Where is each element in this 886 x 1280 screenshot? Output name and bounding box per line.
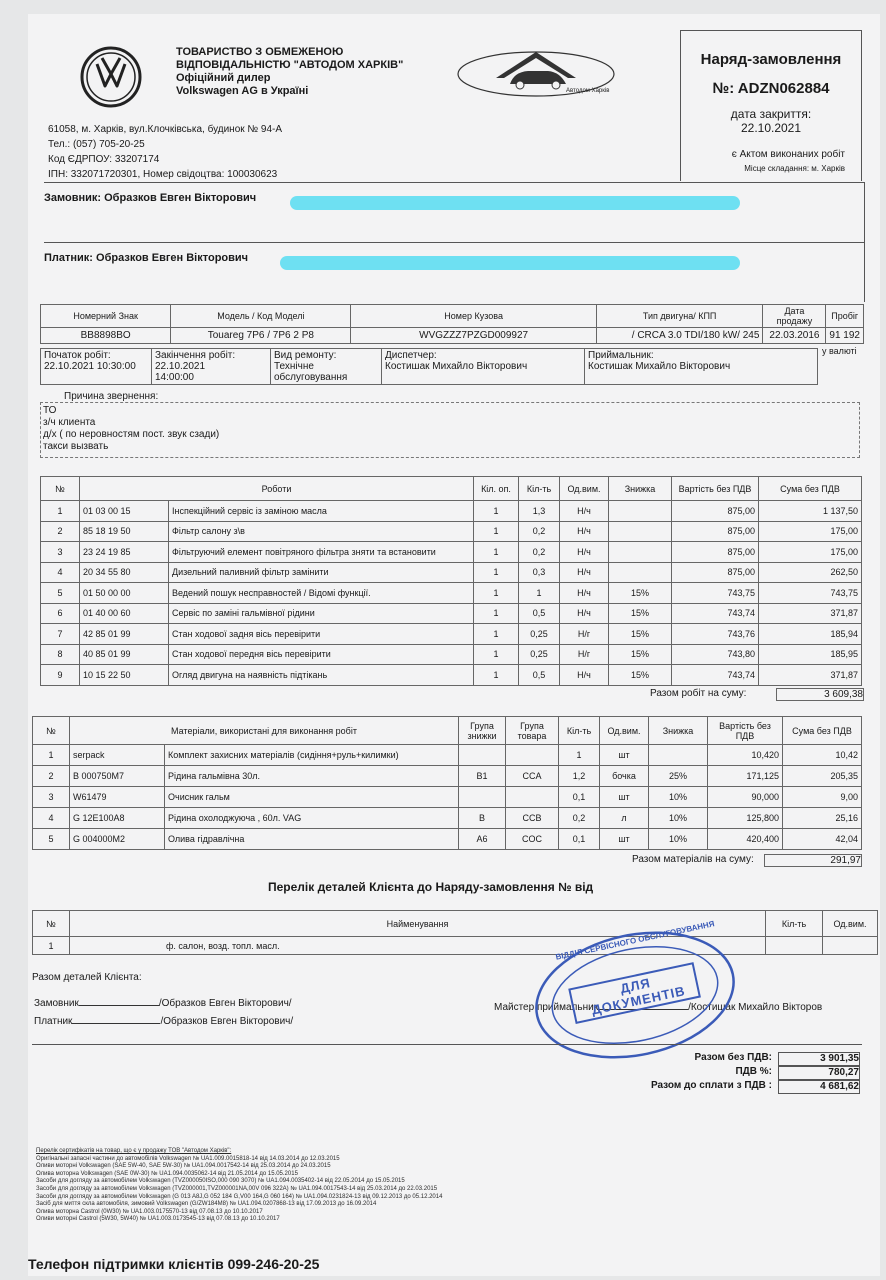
certificates-list: Перелік сертифікатів на товар, що є у продажу ТОВ "Автодом Харків": Оригінальні запасні частини до автомобілів Volkswagen № UA1.009.0015818-14 від 14.03.2014 до 12.03.2015 Оливи моторні Volkswagen (SAE 5W-40, SAE 5W-30) № UA1.094.0017542-14 від 25.03.2014 до 24.03.2015 Олива моторна Volkswagen (SAE 0W-30) № UA1.094.0035062-14 від 21.05.2014 до 15.05.2015 Засоби для догляду за автомобілем Volkswagen (TVZ000050ISO,000 090 3070) № UA1.094.0035402-14 від 22.05.2014 до 15.05.2015 Засоби для догляду за автомобілем Volkswagen (TVZ000001,TVZ000001NA,00V 096 322A) № UA1.094.0017543-14 від 25.03.2014 до 22.03.2015 Засоби для догляду за автомобілем Volkswagen (G 013 A8J,G 052 184 G,V00 164,G 060 164) № UA1.094.0231824-13 від 09.12.2013 до 05.12.2014 Засіб для миття скла автомобіля, зимовий Volkswagen (G/ZW184M8) № UA1.094.0207868-13 від 17.09.2013 до 16.09.2014 Олива моторна Castrol (0W30) № UA1.003.0175570-13 від 07.08.13 до 10.10.2017 Оливи моторні Castrol (5W30, 5W40) № UA1.003.0173545-13 від 07.08.13 до 10.10.2017	[36, 1148, 443, 1223]
work-disc: 15%	[609, 665, 672, 686]
mileage: 91 192	[826, 328, 864, 344]
company-ipn: ІПН: 332071720301, Номер свідоцтва: 100030623	[48, 169, 278, 180]
order-act: є Актом виконаних робіт	[731, 149, 845, 160]
material-price: 171,125	[708, 766, 783, 787]
work-ops: 1	[474, 603, 519, 624]
material-code: W61479	[70, 787, 165, 808]
work-sum: 175,00	[759, 521, 862, 542]
vehicle-table	[40, 304, 864, 344]
work-n: 6	[41, 603, 80, 624]
material-gt	[506, 745, 559, 766]
work-price: 875,00	[672, 521, 759, 542]
master-signature: Майстер приймальник /Костишак Михайло Вікторов	[494, 1002, 823, 1013]
work-qty: 0,25	[519, 644, 560, 665]
material-unit: шт	[600, 745, 649, 766]
materials-total-label: Разом матеріалів на суму:	[632, 854, 754, 865]
works-table: № Роботи Кіл. оп. Кіл-ть Од.вим. Знижка Вартість без ПДВ Сума без ПДВ 1 01 03 00 15 Інспекційний сервіс із заміною масла 1 1,3 Н/ч 875,00 1 137,50 2 85 18 19 50 Фільтр салону з\в 1 0,2 Н/ч 875,00 175,00 3 23 24 19 85 Фільтруючий елемент повітряного фільтра зняти та встановити 1 0,2 Н/ч 875,00 175,00 4 20 34 55 80 Дизельний паливний фільтр замінити 1 0,3 Н/ч 875,00 262,50 5 01 50 00 00 Ведений пошук несправностей / Відомі функції. 1 1 Н/ч 15% 743,75 743,75 6 01 40 00 60 Сервіс по заміні гальмівної рідини 1 0,5 Н/ч 15% 743,74 371,87 7 42 85 01 99 Стан ходової задня вісь перевірити 1 0,25 Н/г 15% 743,76 185,94 8 40 85 01 99 Стан ходової передня вісь перевірити 1 0,25 Н/г 15% 743,80 185,95 9 10 15 22 50 Огляд двигуна на наявність підтікань 1 0,5 Н/ч 15% 743,74 371,87	[40, 476, 862, 686]
plate-number: BB8898BO	[41, 328, 171, 344]
work-n: 8	[41, 644, 80, 665]
close-date-label: дата закриття:	[730, 107, 812, 121]
customer-row: Замовник: Образков Евген Вікторович	[44, 192, 257, 204]
reason-label: Причина звернення:	[64, 391, 159, 402]
work-code: 20 34 55 80	[80, 562, 169, 583]
material-n: 1	[33, 745, 70, 766]
material-disc: 10%	[649, 808, 708, 829]
work-ops: 1	[474, 542, 519, 563]
material-price: 125,800	[708, 808, 783, 829]
work-code: 40 85 01 99	[80, 644, 169, 665]
material-disc: 10%	[649, 787, 708, 808]
material-name: Олива гідравлічна	[165, 829, 459, 850]
order-box	[680, 30, 862, 181]
work-disc: 15%	[609, 603, 672, 624]
work-unit: Н/г	[560, 624, 609, 645]
work-disc	[609, 562, 672, 583]
work-ops: 1	[474, 624, 519, 645]
dealer-logo	[456, 44, 616, 100]
work-qty: 1,3	[519, 501, 560, 522]
work-n: 9	[41, 665, 80, 686]
table-row	[33, 787, 862, 808]
work-disc: 15%	[609, 583, 672, 604]
material-name: Комплект захисних матеріалів (сидіння+руль+килимки)	[165, 745, 459, 766]
table-row	[41, 562, 862, 583]
material-code: G 004000M2	[70, 829, 165, 850]
work-name: Інспекційний сервіс із заміною масла	[169, 501, 474, 522]
table-row	[41, 624, 862, 645]
work-code: 10 15 22 50	[80, 665, 169, 686]
work-name: Сервіс по заміні гальмівної рідини	[169, 603, 474, 624]
material-qty: 1	[559, 745, 600, 766]
with-vat-value: 4 681,62	[778, 1080, 860, 1094]
material-disc	[649, 745, 708, 766]
close-date: 22.10.2021	[740, 121, 802, 135]
table-row	[41, 542, 862, 563]
material-sum: 9,00	[783, 787, 862, 808]
totals-block	[596, 1052, 860, 1094]
company-phone: Тел.: (057) 705-20-25	[48, 139, 145, 150]
material-n: 2	[33, 766, 70, 787]
table-row	[41, 603, 862, 624]
work-qty: 0,5	[519, 603, 560, 624]
work-n: 7	[41, 624, 80, 645]
work-n: 1	[41, 501, 80, 522]
material-price: 10,420	[708, 745, 783, 766]
work-name: Дизельний паливний фільтр замінити	[169, 562, 474, 583]
payer-row: Платник: Образков Евген Вікторович	[44, 252, 249, 264]
work-price: 743,76	[672, 624, 759, 645]
table-row	[41, 665, 862, 686]
work-unit: Н/ч	[560, 665, 609, 686]
work-price: 875,00	[672, 501, 759, 522]
material-qty: 0,2	[559, 808, 600, 829]
dispatcher-cell: Диспетчер: Костишак Михайло Вікторович	[382, 349, 585, 385]
redaction-mark	[290, 196, 740, 210]
work-qty: 0,2	[519, 521, 560, 542]
mileage-unit: у валюті	[822, 346, 857, 356]
reason-box: ТО з/ч клиента д/х ( по неровностям пост. звук сзади) такси вызвать	[40, 402, 860, 458]
work-sum: 185,94	[759, 624, 862, 645]
end-cell: Закінчення робіт: 22.10.2021 14:00:00	[152, 349, 271, 385]
work-ops: 1	[474, 562, 519, 583]
material-sum: 42,04	[783, 829, 862, 850]
company-contacts	[48, 122, 282, 182]
work-n: 4	[41, 562, 80, 583]
customer-name: Образков Евген Вікторович	[104, 192, 257, 204]
work-disc: 15%	[609, 624, 672, 645]
material-sum: 25,16	[783, 808, 862, 829]
material-sum: 205,35	[783, 766, 862, 787]
work-code: 23 24 19 85	[80, 542, 169, 563]
company-edrpou: Код ЄДРПОУ: 33207174	[48, 154, 160, 165]
table-row	[33, 745, 862, 766]
work-qty: 0,3	[519, 562, 560, 583]
work-ops: 1	[474, 521, 519, 542]
receiver-cell: Приймальник: Костишак Михайло Вікторович	[585, 349, 818, 385]
material-price: 90,000	[708, 787, 783, 808]
dealer-logo-text: Автодом Харків	[566, 88, 610, 94]
material-name: Рідина гальмівна 30л.	[165, 766, 459, 787]
table-row	[41, 501, 862, 522]
work-price: 743,74	[672, 665, 759, 686]
work-n: 5	[41, 583, 80, 604]
work-name: Стан ходової задня вісь перевірити	[169, 624, 474, 645]
material-gt: COC	[506, 829, 559, 850]
work-qty: 0,25	[519, 624, 560, 645]
work-unit: Н/ч	[560, 583, 609, 604]
work-sum: 262,50	[759, 562, 862, 583]
material-code: G 12E100A8	[70, 808, 165, 829]
material-gt	[506, 787, 559, 808]
work-ops: 1	[474, 665, 519, 686]
material-name: Рідина охолоджуюча , 60л. VAG	[165, 808, 459, 829]
work-price: 875,00	[672, 562, 759, 583]
works-total-label: Разом робіт на суму:	[650, 688, 747, 699]
material-qty: 0,1	[559, 829, 600, 850]
work-name: Фільтруючий елемент повітряного фільтра зняти та встановити	[169, 542, 474, 563]
work-unit: Н/ч	[560, 521, 609, 542]
table-row	[33, 766, 862, 787]
engine: / CRCA 3.0 TDI/180 kW/ 245	[596, 328, 763, 344]
material-qty: 0,1	[559, 787, 600, 808]
redaction-mark	[280, 256, 740, 270]
material-name: Очисник гальм	[165, 787, 459, 808]
work-code: 42 85 01 99	[80, 624, 169, 645]
materials-total-value: 291,97	[764, 854, 862, 867]
vehicle-header: Номер Кузова	[351, 305, 596, 328]
material-code: serpack	[70, 745, 165, 766]
vat-label: ПДВ %:	[735, 1066, 772, 1077]
work-unit: Н/ч	[560, 562, 609, 583]
table-row: 1 ф. салон, возд. топл. масл.	[33, 937, 878, 955]
material-price: 420,400	[708, 829, 783, 850]
work-sum: 175,00	[759, 542, 862, 563]
material-disc: 10%	[649, 829, 708, 850]
materials-table: № Матеріали, використані для виконання робіт Група знижки Група товара Кіл-ть Од.вим. Знижка Вартість без ПДВ Сума без ПДВ 1 serpack Комплект захисних матеріалів (сидіння+руль+килимки) 1 шт 10,420 10,42 2 B 000750M7 Рідина гальмівна 30л. B1 CCA 1,2 бочка 25% 171,125 205,35 3 W61479 Очисник гальм 0,1 шт 10% 90,000 9,00 4 G 12E100A8 Рідина охолоджуюча , 60л. VAG B CCB 0,2 л 10% 125,800 25,16 5 G 004000M2 Олива гідравлічна A6 COC 0,1 шт 10% 420,400 42,04	[32, 716, 862, 850]
work-ops: 1	[474, 501, 519, 522]
work-price: 743,74	[672, 603, 759, 624]
table-row	[41, 583, 862, 604]
vin: WVGZZZ7PZGD009927	[351, 328, 596, 344]
table-row	[33, 829, 862, 850]
work-name: Огляд двигуна на наявність підтікань	[169, 665, 474, 686]
payer-name: Образков Евген Вікторович	[96, 252, 249, 264]
start-cell: Початок робіт: 22.10.2021 10:30:00	[41, 349, 152, 385]
order-number: №: ADZN062884	[712, 80, 830, 97]
material-unit: л	[600, 808, 649, 829]
support-phone: Телефон підтримки клієнтів 099-246-20-25	[28, 1256, 320, 1272]
volkswagen-logo	[80, 46, 142, 108]
service-stamp	[530, 920, 740, 1070]
work-ops: 1	[474, 583, 519, 604]
material-gd: B1	[459, 766, 506, 787]
client-parts-total: Разом деталей Клієнта:	[32, 972, 142, 983]
client-parts-table: № Найменування Кіл-ть Од.вим. 1 ф. салон, возд. топл. масл.	[32, 910, 878, 955]
vehicle-header: Пробіг	[826, 305, 864, 328]
stamp-center-text: ДЛЯ ДОКУМЕНТІВ	[590, 975, 687, 1018]
work-disc	[609, 501, 672, 522]
material-gt: CCA	[506, 766, 559, 787]
work-disc: 15%	[609, 644, 672, 665]
client-parts-title: Перелік деталей Клієнта до Наряду-замовлення № від	[268, 880, 594, 894]
material-unit: бочка	[600, 766, 649, 787]
work-info-table	[40, 348, 818, 385]
material-gd	[459, 745, 506, 766]
work-name: Ведений пошук несправностей / Відомі функції.	[169, 583, 474, 604]
material-n: 3	[33, 787, 70, 808]
work-price: 743,75	[672, 583, 759, 604]
table-row	[41, 644, 862, 665]
work-sum: 1 137,50	[759, 501, 862, 522]
repair-type-cell: Вид ремонту: Технічне обслуговування	[271, 349, 382, 385]
work-code: 01 40 00 60	[80, 603, 169, 624]
order-place: Місце складання: м. Харків	[744, 164, 845, 173]
vehicle-header: Дата продажу	[763, 305, 826, 328]
material-code: B 000750M7	[70, 766, 165, 787]
works-total-value: 3 609,38	[776, 688, 864, 701]
material-n: 4	[33, 808, 70, 829]
customer-signature: Замовник /Образков Евген Вікторович/	[34, 998, 292, 1009]
work-price: 875,00	[672, 542, 759, 563]
vehicle-header: Тип двигуна/ КПП	[596, 305, 763, 328]
material-sum: 10,42	[783, 745, 862, 766]
payer-signature: Платник /Образков Евген Вікторович/	[34, 1016, 294, 1027]
work-code: 01 03 00 15	[80, 501, 169, 522]
material-disc: 25%	[649, 766, 708, 787]
table-row	[41, 521, 862, 542]
work-qty: 1	[519, 583, 560, 604]
work-code: 85 18 19 50	[80, 521, 169, 542]
work-unit: Н/г	[560, 644, 609, 665]
work-qty: 0,2	[519, 542, 560, 563]
material-gd: B	[459, 808, 506, 829]
material-qty: 1,2	[559, 766, 600, 787]
work-unit: Н/ч	[560, 603, 609, 624]
order-title: Наряд-замовлення	[700, 51, 842, 68]
model: Touareg 7P6 / 7P6 2 P8	[171, 328, 351, 344]
work-unit: Н/ч	[560, 501, 609, 522]
work-code: 01 50 00 00	[80, 583, 169, 604]
work-disc	[609, 521, 672, 542]
no-vat-label: Разом без ПДВ:	[694, 1052, 772, 1063]
work-sum: 371,87	[759, 603, 862, 624]
sale-date: 22.03.2016	[763, 328, 826, 344]
work-sum: 743,75	[759, 583, 862, 604]
table-row	[33, 808, 862, 829]
company-address: 61058, м. Харків, вул.Клочківська, будинок № 94-А	[48, 124, 283, 135]
material-gt: CCB	[506, 808, 559, 829]
work-n: 2	[41, 521, 80, 542]
material-gd: A6	[459, 829, 506, 850]
vat-value: 780,27	[778, 1066, 860, 1080]
work-name: Фільтр салону з\в	[169, 521, 474, 542]
work-disc	[609, 542, 672, 563]
work-sum: 185,95	[759, 644, 862, 665]
material-gd	[459, 787, 506, 808]
material-unit: шт	[600, 829, 649, 850]
with-vat-label: Разом до сплати з ПДВ :	[650, 1080, 772, 1091]
stamp-outer-text: ВІДДІЛ СЕРВІСНОГО ОБСЛУГОВУВАННЯ	[554, 919, 716, 962]
work-name: Стан ходової передня вісь перевірити	[169, 644, 474, 665]
material-unit: шт	[600, 787, 649, 808]
company-name: ТОВАРИСТВО З ОБМЕЖЕНОЮ ВІДПОВІДАЛЬНІСТЮ "АВТОДОМ ХАРКІВ" Офіційний дилер Volkswagen AG в Україні	[176, 46, 404, 97]
work-unit: Н/ч	[560, 542, 609, 563]
work-qty: 0,5	[519, 665, 560, 686]
vehicle-header: Модель / Код Моделі	[171, 305, 351, 328]
material-n: 5	[33, 829, 70, 850]
work-n: 3	[41, 542, 80, 563]
work-sum: 371,87	[759, 665, 862, 686]
vehicle-header: Номерний Знак	[41, 305, 171, 328]
work-price: 743,80	[672, 644, 759, 665]
no-vat-value: 3 901,35	[778, 1052, 860, 1066]
work-ops: 1	[474, 644, 519, 665]
